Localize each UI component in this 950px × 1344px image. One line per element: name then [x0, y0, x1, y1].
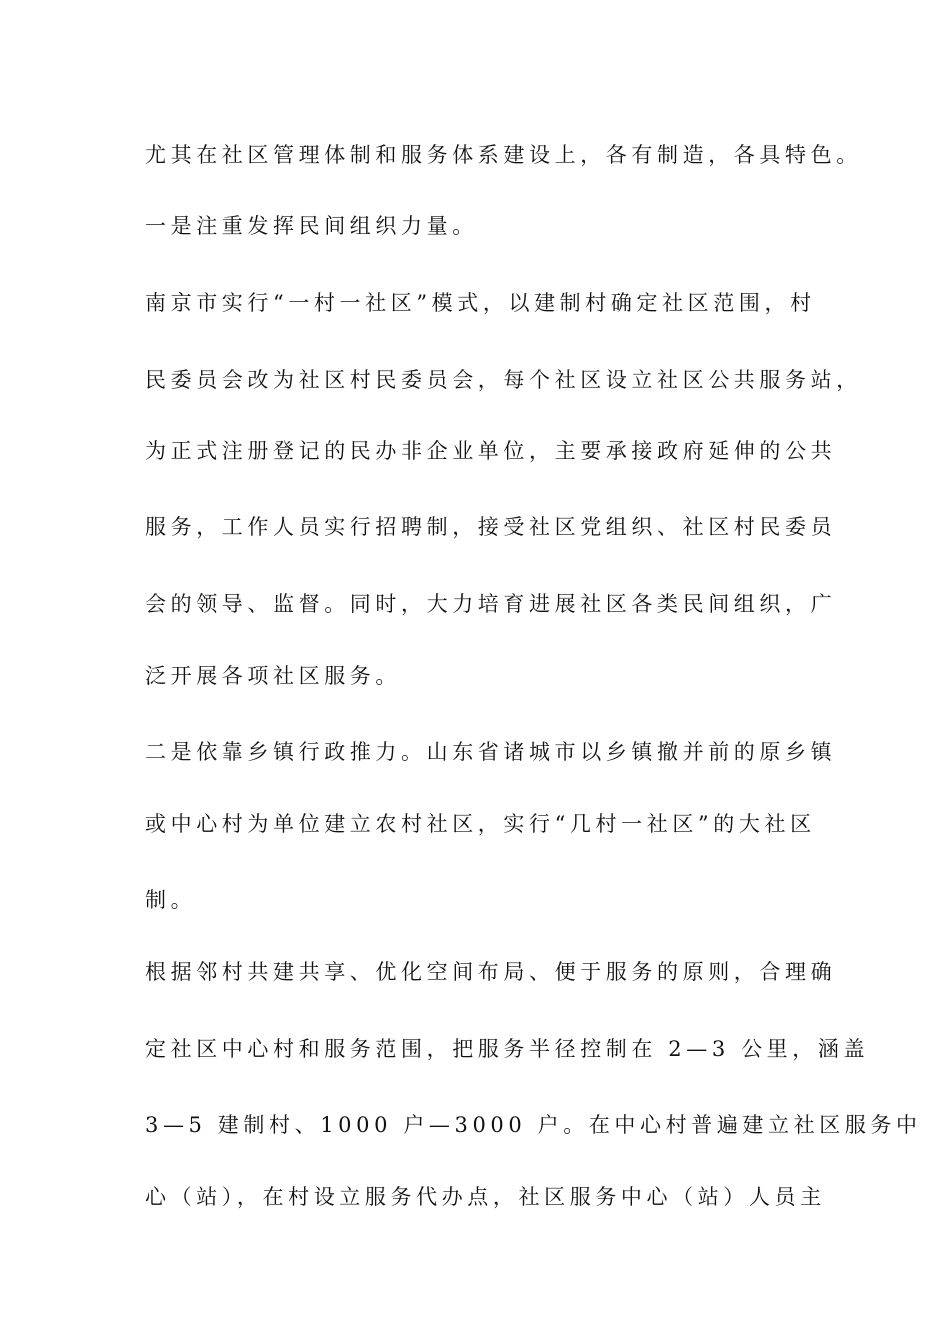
text-line: 民委员会改为社区村民委员会，每个社区设立社区公共服务站， — [145, 368, 862, 392]
text-line: 或中心村为单位建立农村社区，实行“几村一社区”的大社区 — [145, 812, 816, 836]
text-line: 会的领导、监督。同时，大力培育进展社区各类民间组织，广 — [145, 592, 837, 616]
text-line: 心（站），在村设立服务代办点，社区服务中心（站）人员主 — [145, 1185, 826, 1209]
text-line: 3—5 建制村、1000 户—3000 户。在中心村普遍建立社区服务中 — [145, 1113, 922, 1137]
text-line: 南京市实行“一村一社区”模式，以建制村确定社区范围，村 — [145, 291, 816, 315]
text-line: 制。 — [145, 888, 197, 912]
text-line: 为正式注册登记的民办非企业单位，主要承接政府延伸的公共 — [145, 439, 837, 463]
text-line: 定社区中心村和服务范围，把服务半径控制在 2—3 公里，涵盖 — [145, 1037, 870, 1061]
text-line: 一是注重发挥民间组织力量。 — [145, 214, 478, 238]
text-line: 根据邻村共建共享、优化空间布局、便于服务的原则，合理确 — [145, 960, 837, 984]
text-line: 泛开展各项社区服务。 — [145, 664, 401, 688]
text-line: 二是依靠乡镇行政推力。山东省诸城市以乡镇撤并前的原乡镇 — [145, 740, 837, 764]
text-line: 服务，工作人员实行招聘制，接受社区党组织、社区村民委员 — [145, 515, 837, 539]
text-line: 尤其在社区管理体制和服务体系建设上，各有制造，各具特色。 — [145, 143, 862, 167]
